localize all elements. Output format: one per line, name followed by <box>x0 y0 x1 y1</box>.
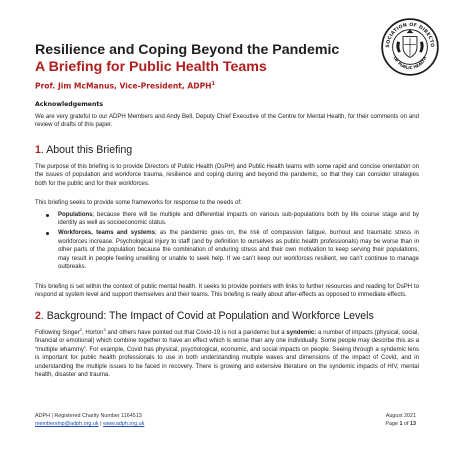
text-run: and others have pointed out that Covid-19 is not a pandemic but a <box>105 330 287 336</box>
acknowledgements-text: We are very grateful to our ADPH Members and Andy Bell, Deputy Chief Executive of the Centre for Mental Health, for their comments on and review of drafts of this paper. <box>35 114 419 129</box>
page-number: 1 <box>399 421 403 427</box>
section1-bullet-list <box>35 211 419 273</box>
footer-website-link[interactable]: www.adph.org.uk <box>103 421 145 427</box>
footnote-ref[interactable]: 3 <box>103 326 106 332</box>
section1-title: . About this Briefing <box>40 144 133 156</box>
section1-number: 1 <box>35 144 41 156</box>
footer-left <box>35 412 144 428</box>
list-item <box>35 211 419 228</box>
text-run: , Horton <box>81 330 104 336</box>
footer-date: August 2021 <box>385 413 416 419</box>
footer-separator: | <box>98 421 104 427</box>
page-total: 13 <box>410 421 416 427</box>
footer-email-link[interactable]: membership@adph.org.uk <box>35 421 99 427</box>
section1-paragraph-2: This briefing seeks to provide some frameworks for response to the needs of: <box>35 200 242 206</box>
page-prefix: Page <box>385 421 400 427</box>
text-run: Following Singer <box>35 330 80 336</box>
bullet-text: ; because there will be multiple and differential impacts on various sub-populations both by life course stage and by identity as well as socioeconomic status. <box>58 212 419 227</box>
footer-right <box>385 412 416 428</box>
section2-paragraph-1 <box>35 326 419 379</box>
author-name: Prof. Jim McManus, Vice-President, ADPH <box>35 81 212 91</box>
page-indicator <box>385 420 416 428</box>
bullet-icon <box>46 232 49 235</box>
footer-org: ADPH | Registered Charity Number 1164513 <box>35 413 142 419</box>
bullet-bold-label: Populations <box>58 212 93 218</box>
section2-heading <box>35 310 425 323</box>
section1-paragraph-3: This briefing is set within the context of public mental health. It seeks to provide pointers with links to further resources and reading for DsPH to respond at system level and support themselves and their teams. This briefing is really about after-effects as opposed to immediate effects. <box>35 284 419 299</box>
seal-outer-text: SOCIATION OF DIRECTO <box>386 23 434 48</box>
section1-heading <box>35 144 425 157</box>
list-item <box>35 229 419 271</box>
footer-links <box>35 420 144 428</box>
acknowledgements-heading: Acknowledgements <box>35 101 104 108</box>
section2-number: 2 <box>35 310 41 322</box>
section2-title: . Background: The Impact of Covid at Population and Workforce Levels <box>40 310 374 322</box>
author-line <box>35 81 215 91</box>
seal-inner-text: OF PUBLIC HEALTH <box>392 55 428 71</box>
section1-paragraph-1: The purpose of this briefing is to provide Directors of Public Health (DsPH) and Public Health teams with some rapid and concise orientation on the issues of population and workforce trauma, resilience and coping during and beyond the pandemic, so that they can consider strategies both for the public and for their workforces. <box>35 164 419 187</box>
text-run: a number of impacts (physical, social, financial or emotional) which combine together to have an effect which is worse than any one individually. Some people may describe this as a “multiple whammy”. For example, Covid has physical, psychological, economic, and social impacts on people. Seeing through a syndemic lens is important for public health professionals to use in both understanding multiple waves and dimensions of the impact of Covid, and in understanding the multiple issues to be faced in recovery. There is growing and extensive literature on the syndemic impacts of HIV, mental health, disaster and trauma. <box>35 330 419 379</box>
author-footnote-ref[interactable]: 1 <box>211 81 215 87</box>
document-subtitle: A Briefing for Public Health Teams <box>35 59 267 75</box>
syndemic-term: syndemic: <box>286 330 317 336</box>
page-of: of <box>402 421 410 427</box>
adph-seal-logo <box>381 18 439 76</box>
bullet-bold-label: Workforces, teams and systems <box>58 230 155 237</box>
bullet-icon <box>46 214 49 217</box>
bullet-text: ; as the pandemic goes on, the risk of compassion fatigue, burnout and traumatic stress in workforces increase. Psychological injury to staff (and by definition to ourselves as public health professionals) may be worse than in other parts of the population because the combination of enduring stress and their own motivation to keep serving their populations, may result in people feeling unwilling or unable to seek help. If we can’t keep our workforces resilient, we can’t continue to manage outbreaks. <box>58 230 419 270</box>
footnote-ref[interactable]: 2 <box>79 326 82 332</box>
document-title: Resilience and Coping Beyond the Pandemic <box>35 42 340 58</box>
